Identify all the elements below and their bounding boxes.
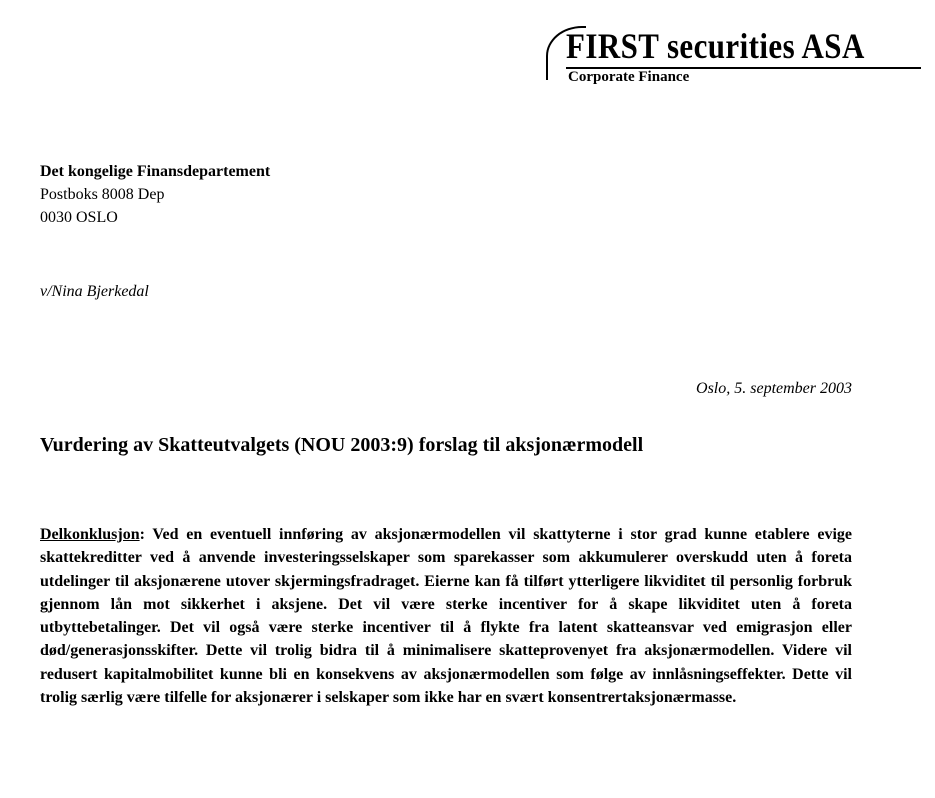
recipient-address-line1: Postboks 8008 Dep: [40, 186, 165, 203]
body-paragraph: [40, 523, 852, 709]
recipient-address-line2: 0030 OSLO: [40, 209, 118, 226]
attention-line: v/Nina Bjerkedal: [40, 283, 149, 300]
recipient-name: Det kongelige Finansdepartement: [40, 163, 271, 180]
body-text: Ved en eventuell innføring av aksjonærmodellen vil skattyterne i stor grad kunne etablere evige skattekreditter ved å anvende investeringsselskaper som sparekasser som akkumulerer overskudd uten å foreta utdelinger til aksjonærene utover skjermingsfradraget. Eierne kan få tilført ytterligere likviditet til personlig forbruk gjennom lån mot sikkerhet i aksjene. Det vil være sterke incentiver for å skape likviditet uten å foreta utbyttebetalinger. Det vil også være sterke incentiver til å flykte fra latent skatteansvar ved emigrasjon eller død/generasjonsskifter. Dette vil trolig bidra til å minimalisere skatteprovenyet fra aksjonærmodellen. Videre vil redusert kapitalmobilitet kunne bli en konsekvens av aksjonærmodellen som følge av innlåsningseffekter. Dette vil trolig særlig være tilfelle for aksjonærer i selskaper som ikke har en svært konsentrertaksjonærmasse.: [40, 526, 852, 707]
body-lead-label: Delkonklusjon: [40, 526, 140, 543]
company-division: Corporate Finance: [568, 69, 690, 85]
body-lead-separator: :: [139, 526, 145, 543]
letter-subject: Vurdering av Skatteutvalgets (NOU 2003:9) forslag til aksjonærmodell: [40, 434, 644, 456]
letterhead-logo: [544, 20, 924, 90]
company-name: FIRST securities ASA: [566, 26, 865, 66]
letter-date: Oslo, 5. september 2003: [696, 380, 852, 397]
recipient-address: [40, 160, 270, 229]
